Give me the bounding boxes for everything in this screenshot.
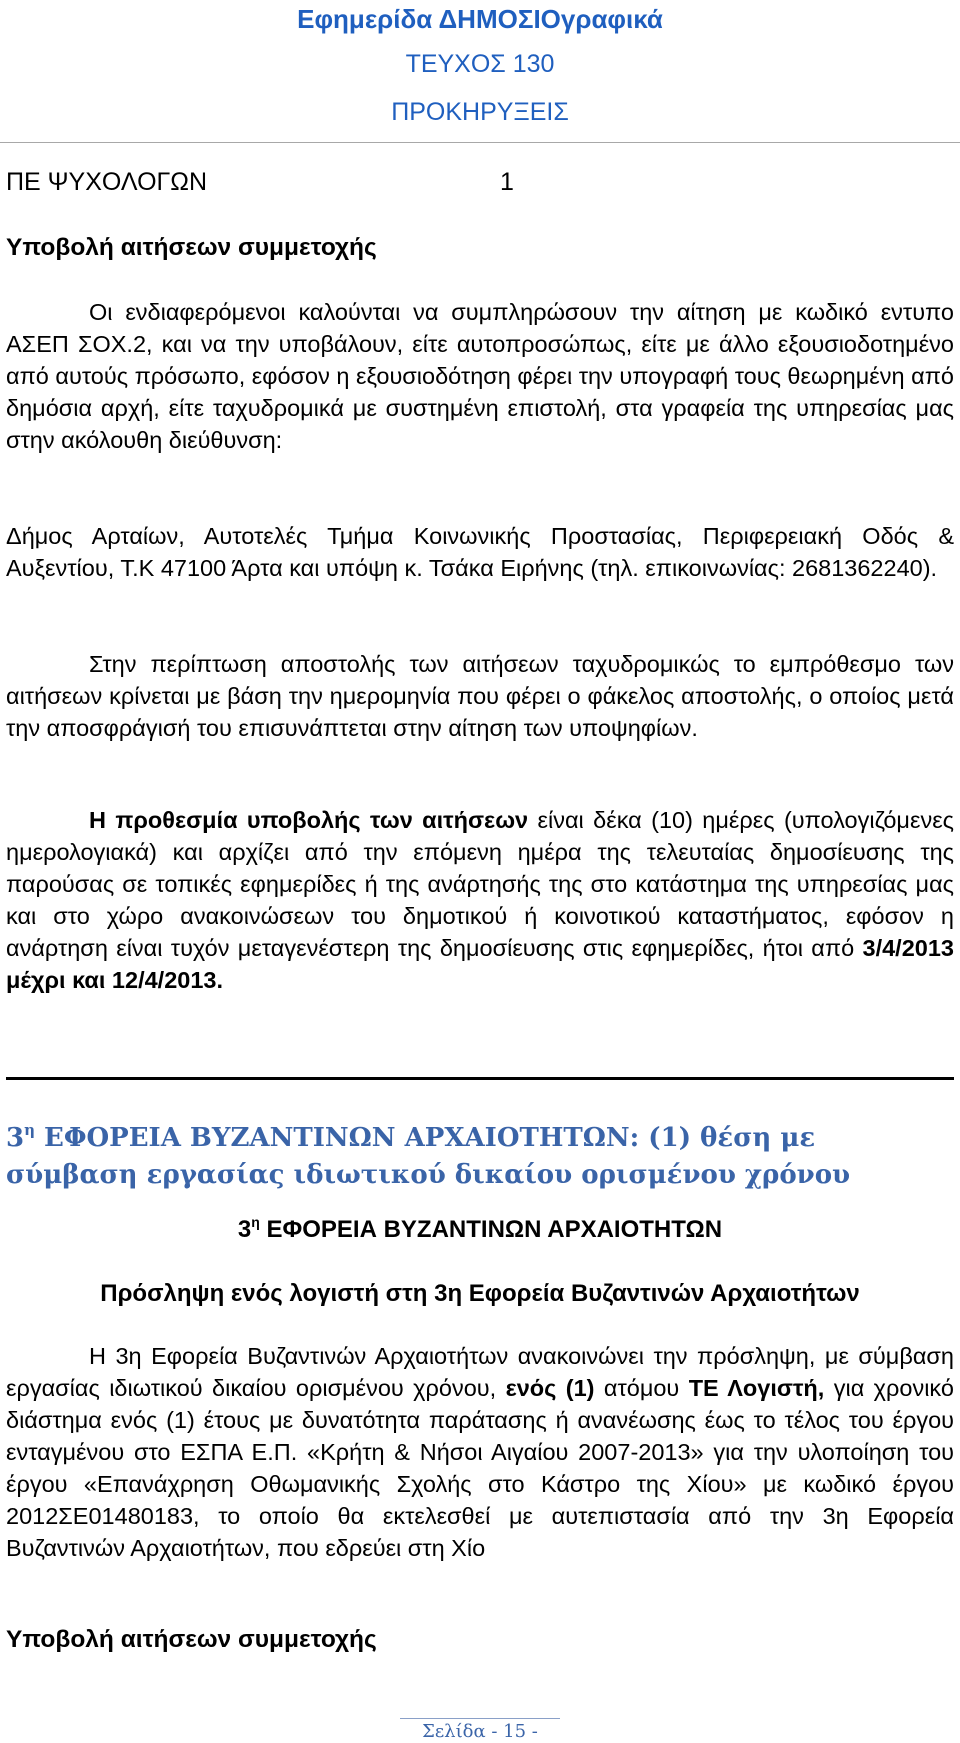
applications-paragraph: Οι ενδιαφερόμενοι καλούνται να συμπληρώσουν την αίτηση με κωδικό εντυπο ΑΣΕΠ ΣΟΧ.2, και να την υποβάλουν, είτε αυτοπροσώπως, είτε με άλλο εξουσιοδοτημένο από αυτούς πρόσωπο, εφόσον η εξουσιοδότηση φέρει την υπογραφή τους θεωρημένη από δημόσια αρχή, είτε ταχυδρομικά με συστημένη επιστολή, στα γραφεία της υπηρεσίας μας στην ακόλουθη διεύθυνση: — [6, 299, 954, 453]
deadline-paragraph — [6, 804, 954, 996]
newspaper-header — [0, 0, 960, 144]
applications-subheading: Υποβολή αιτήσεων συμμετοχής — [6, 234, 377, 261]
authority-superscript: η — [251, 1214, 260, 1230]
authority-name: ΕΦΟΡΕΙΑ ΒΥΖΑΝΤΙΝΩΝ ΑΡΧΑΙΟΤΗΤΩΝ — [259, 1216, 723, 1243]
authority-number: 3 — [237, 1216, 252, 1243]
position-title-row — [6, 168, 514, 197]
footer-divider — [400, 1718, 560, 1719]
section-divider — [6, 1077, 954, 1080]
heading-superscript: η — [24, 1121, 35, 1139]
postal-paragraph: Στην περίπτωση αποστολής των αιτήσεων ταχυδρομικώς το εμπρόθεσμο των αιτήσεων κρίνεται με βάση την ημερομηνία που φέρει ο φάκελος αποστολής, ο οποίος μετά την αποσφράγισή του επισυνάπτεται στην αίτηση των υποψηφίων. — [6, 651, 954, 741]
applications-subheading-2: Υποβολή αιτήσεων συμμετοχής — [6, 1626, 377, 1653]
page-number: Σελίδα - 15 - — [422, 1721, 538, 1742]
deadline-text: είναι δέκα (10) ημέρες (υπολογιζόμενες ημερολογιακά) και αρχίζει από την επόμενη ημέρα της τελευταίας δημοσίευσης της παρούσας σε τοπικές εφημερίδες ή της ανάρτησής της στο κατάστημα της υπηρεσίας μας και στο χώρο ανακοινώσεων του δημοτικού ή κοινοτικού καταστήματος, εφόσον η ανάρτηση είναι τυχόν μεταγενέστερη της δημοσίευσης στις εφημερίδες, ήτοι από — [6, 807, 954, 961]
heading-text: ΕΦΟΡΕΙΑ ΒΥΖΑΝΤΙΝΩΝ ΑΡΧΑΙΟΤΗΤΩΝ: (1) θέση με σύμβαση εργασίας ιδιωτικού δικαίου ορισμένου χρόνου — [6, 1123, 851, 1190]
newspaper-title: Εφημερίδα ΔΗΜΟΣΙΟγραφικά — [297, 4, 663, 34]
section2-heading — [6, 1112, 954, 1194]
hiring-count: ενός (1) — [505, 1375, 595, 1401]
hiring-text-e: για χρονικό διάστημα ενός (1) έτους με δυνατότητα παράτασης ή ανανέωσης έως το τέλος του έργου ενταγμένου στο ΕΣΠΑ Ε.Π. «Κρήτη & Νήσοι Αιγαίου 2007-2013» για την υλοποίηση του έργου «Επανάχρηση Οθωμανικής Σχολής στο Κάστρο της Χίου» με κωδικό έργου 2012ΣΕ01480183, το οποίο θα εκτελεσθεί με αυτεπιστασία από την 3η Εφορεία Βυζαντινών Αρχαιοτήτων, που εδρεύει στη Χίο — [6, 1375, 954, 1561]
deadline-label: Η προθεσμία υποβολής των αιτήσεων — [89, 807, 529, 833]
deadline-dates: 3/4/2013 μέχρι και 12/4/2013. — [6, 935, 954, 993]
address-paragraph: Δήμος Αρταίων, Αυτοτελές Τμήμα Κοινωνικής Προστασίας, Περιφερειακή Οδός & Αυξεντίου, Τ.Κ 47100 Άρτα και υπόψη κ. Τσάκα Ειρήνης (τηλ. επικοινωνίας: 2681362240). — [6, 523, 954, 581]
position-title: ΠΕ ΨΥΧΟΛΟΓΩΝ — [6, 168, 208, 196]
authority-title — [0, 1214, 960, 1244]
hiring-paragraph — [6, 1340, 954, 1564]
hiring-title: Πρόσληψη ενός λογιστή στη 3η Εφορεία Βυζαντινών Αρχαιοτήτων — [100, 1280, 860, 1307]
section-name: ΠΡΟΚΗΡΥΞΕΙΣ — [391, 98, 569, 126]
heading-number: 3 — [6, 1123, 25, 1153]
hiring-text-c: ατόμου — [594, 1375, 689, 1401]
hiring-role: ΤΕ Λογιστή, — [688, 1375, 825, 1401]
position-count: 1 — [500, 168, 514, 196]
header-divider — [0, 142, 960, 143]
hiring-text-a: Η 3η Εφορεία Βυζαντινών Αρχαιοτήτων ανακοινώνει την πρόσληψη, με σύμβαση εργασίας ιδιωτικού δικαίου ορισμένου χρόνου, — [6, 1343, 954, 1401]
issue-number: ΤΕΥΧΟΣ 130 — [405, 50, 555, 78]
